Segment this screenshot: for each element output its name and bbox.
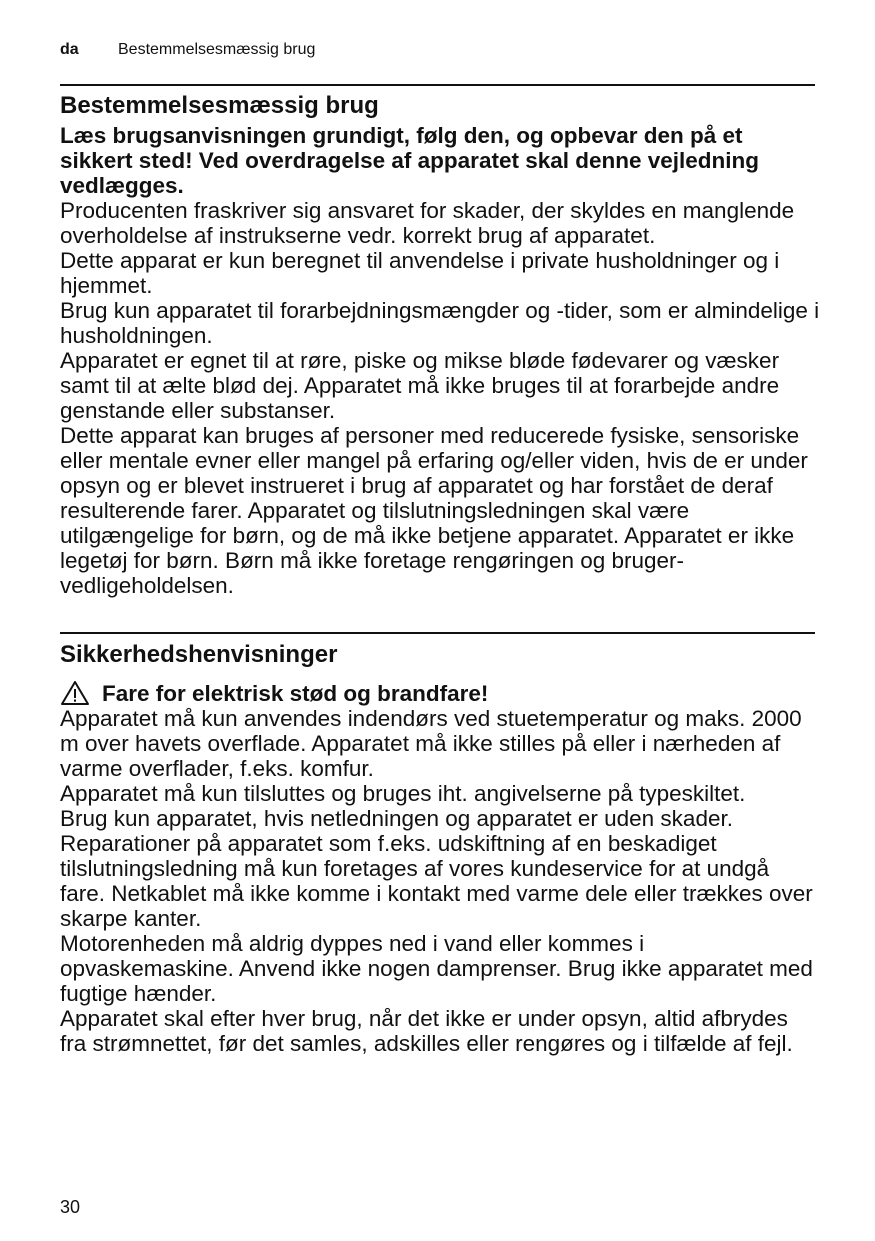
paragraph: Producenten fraskriver sig ansvaret for skader, der skyldes en manglende overholdelse af instrukserne vedr. korrekt brug af apparatet. (60, 198, 795, 248)
warning-triangle-icon (60, 680, 90, 706)
section-title-intended-use: Bestemmelsesmæssig brug (60, 92, 379, 119)
paragraph: Apparatet er egnet til at røre, piske og mikse bløde fødevarer og væsker samt til at ælte blød dej. Apparatet må ikke bruges til at forarbejde andre genstande eller substanser. (60, 348, 780, 423)
section-safety (60, 640, 820, 1056)
paragraph: Brug kun apparatet til forarbejdningsmængder og -tider, som er almindelige i husholdningen. (60, 298, 820, 348)
paragraph: Brug kun apparatet, hvis netledningen og apparatet er uden skader. (60, 806, 733, 831)
paragraph: Dette apparat er kun beregnet til anvendelse i private husholdninger og i hjemmet. (60, 248, 780, 298)
divider-middle (60, 632, 815, 634)
lead-paragraph: Læs brugsanvisningen grundigt, følg den, og opbevar den på et sikkert sted! Ved overdragelse af apparatet skal denne vejledning vedlægges. (60, 123, 760, 198)
divider-top (60, 84, 815, 86)
paragraph: Dette apparat kan bruges af personer med reducerede fysiske, sensoriske eller mentale evner eller mangel på erfaring og/eller viden, hvis de er under opsyn og er blevet instrueret i brug af apparatet og har forstået de deraf resulterende farer. Apparatet og tilslutningsledningen skal være utilgængelige for børn, og de må ikke betjene apparatet. Apparatet er ikke legetøj for børn. Børn må ikke foretage rengøringen og bruger-vedligeholdelsen. (60, 423, 808, 598)
section-title-safety: Sikkerhedshenvisninger (60, 641, 338, 668)
paragraph: Motorenheden må aldrig dyppes ned i vand eller kommes i opvaskemaskine. Anvend ikke nogen damprenser. Brug ikke apparatet med fugtige hænder. (60, 931, 813, 1006)
paragraph: Reparationer på apparatet som f.eks. udskiftning af en beskadiget tilslutningsledning må kun foretages af vores kundeservice for at undgå fare. Netkablet må ikke komme i kontakt med varme dele eller trækkes over skarpe kanter. (60, 831, 813, 931)
paragraph: Apparatet må kun anvendes indendørs ved stuetemperatur og maks. 2000 m over havets overflade. Apparatet må ikke stilles på eller i nærheden af varme overflader, f.eks. komfur. (60, 706, 802, 781)
language-code: da (60, 41, 79, 58)
warning-title: Fare for elektrisk stød og brandfare! (102, 680, 489, 706)
warning-heading (60, 680, 820, 706)
page-number: 30 (60, 1197, 81, 1217)
paragraph: Apparatet skal efter hver brug, når det ikke er under opsyn, altid afbrydes fra strømnettet, før det samles, adskilles eller rengøres og i tilfælde af fejl. (60, 1006, 793, 1056)
section-intended-use (60, 91, 820, 598)
header-section-title: Bestemmelsesmæssig brug (118, 41, 316, 58)
running-header (60, 40, 315, 60)
paragraph: Apparatet må kun tilsluttes og bruges iht. angivelserne på typeskiltet. (60, 781, 746, 806)
